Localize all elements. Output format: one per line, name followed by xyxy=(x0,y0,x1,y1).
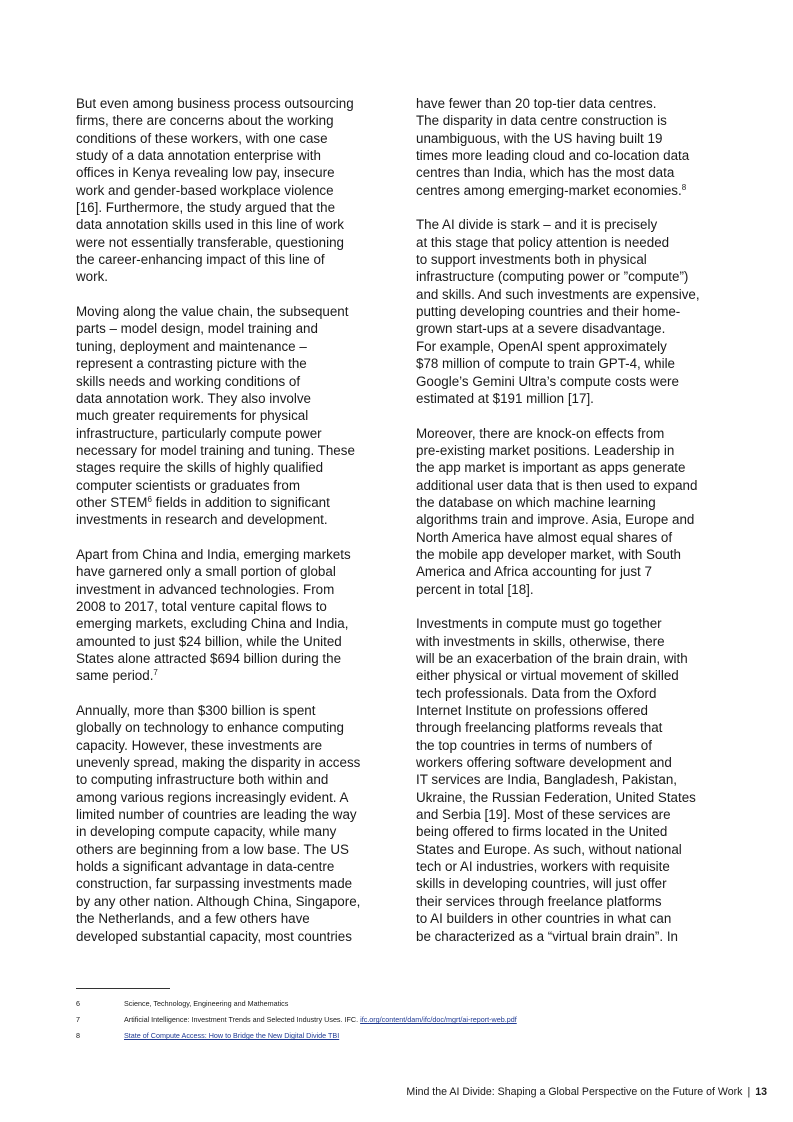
paragraph-brain-drain: Investments in compute must go together with investments in skills, otherwise, there will be an exacerbation of the brain drain, with either physical or virtual movement of skilled tech professionals. Data from the Oxford Internet Institute on professions offered through freelancing platforms reveals that the top countries in terms of numbers of workers offering software development and IT services are India, Bangladesh, Pakistan, Ukraine, the Russian Federation, United States and Serbia [19]. Most of these services are being offered to firms located in the United States and Europe. As such, without national tech or AI industries, workers with requisite skills in developing countries, will just offer their services through freelance platforms to AI builders in other countries in what can be characterized as a “virtual brain drain”. In xyxy=(416,616,696,944)
footnote-text: Science, Technology, Engineering and Mathematics xyxy=(124,999,289,1008)
paragraph-text: Apart from China and India, emerging markets have garnered only a small portion of global investment in advanced technologies. From 2008 to 2017, total venture capital flows to emerging markets, excluding China and India, amounted to just $24 billion, while the United States alone attracted $694 billion during the same period. xyxy=(76,546,351,684)
footnote-text: Artificial Intelligence: Investment Trends and Selected Industry Uses. IFC. xyxy=(124,1015,361,1024)
paragraph-text: Moving along the value chain, the subsequent parts – model design, model training and tuning, deployment and maintenance – represent a contrasting picture with the skills needs and working conditions of data annotation work. They also involve much greater requirements for physical infrastructure, particularly compute power necessary for model training and tuning. These stages require the skills of highly qualified computer scientists or graduates from other STEM xyxy=(76,304,355,510)
right-column xyxy=(416,95,722,962)
paragraph-value-chain xyxy=(76,303,382,528)
footnote-number: 6 xyxy=(76,999,80,1008)
footer-document-title: Mind the AI Divide: Shaping a Global Perspective on the Future of Work xyxy=(406,1086,743,1098)
footnote-number: 8 xyxy=(76,1031,80,1040)
left-column xyxy=(76,95,382,962)
paragraph-knock-on-effects: Moreover, there are knock-on effects from pre-existing market positions. Leadership in the app market is important as apps generate additional user data that is then used to expand the database on which machine learning algorithms train and improve. Asia, Europe and North America have almost equal shares of the mobile app developer market, with South America and Africa accounting for just 7 percent in total [18]. xyxy=(416,425,698,597)
paragraph-computing-capacity: Annually, more than $300 billion is spent globally on technology to enhance computing capacity. However, these investments are unevenly spread, making the disparity in access to computing infrastructure both within and among various regions increasingly evident. A limited number of countries are leading the way in developing compute capacity, while many others are beginning from a low base. The US holds a significant advantage in data-centre construction, far surpassing investments made by any other nation. Although China, Singapore, the Netherlands, and a few others have developed substantial capacity, most countries xyxy=(76,703,361,944)
footnote-ref-8: 8 xyxy=(681,182,687,192)
paragraph-bpo-working-conditions: But even among business process outsourcing firms, there are concerns about the working conditions of these workers, with one case study of a data annotation enterprise with offices in Kenya revealing low pay, insecure work and gender-based workplace violence [16]. Furthermore, the study argued that the data annotation skills used in this line of work were not essentially transferable, questioning the career-enhancing impact of this line of work. xyxy=(76,96,354,285)
paragraph-data-centres xyxy=(416,95,722,199)
footnote-ref-7: 7 xyxy=(153,668,158,678)
footnote-link-ifc-report[interactable]: ifc.org/content/dam/ifc/doc/mgrt/ai-report-web.pdf xyxy=(360,1015,517,1024)
paragraph-emerging-markets xyxy=(76,546,382,685)
footnote-link-tbi-report[interactable]: State of Compute Access: How to Bridge the New Digital Divide TBI xyxy=(124,1031,340,1040)
footer-separator: | xyxy=(747,1086,751,1098)
page-number: 13 xyxy=(755,1086,767,1098)
page-footer xyxy=(406,1086,767,1098)
paragraph-ai-divide: The AI divide is stark – and it is precisely at this stage that policy attention is needed to support investments both in physical infrastructure (computing power or ”compute”) and skills. And such investments are expensive, putting developing countries and their home- grown start-ups at a severe disadvantage. For example, OpenAI spent approximately $78 million of compute to train GPT-4, while Google’s Gemini Ultra’s compute costs were estimated at $191 million [17]. xyxy=(416,217,700,406)
footnote-divider xyxy=(76,988,170,989)
footnote-ref-6: 6 xyxy=(147,494,152,504)
paragraph-text: fields in addition to significant investments in research and development. xyxy=(76,494,330,528)
paragraph-text: have fewer than 20 top-tier data centres. The disparity in data centre construction is unambiguous, with the US having built 19 times more leading cloud and co-location data centres than India, which has the most data centres among emerging-market economies. xyxy=(416,96,690,198)
footnote-number: 7 xyxy=(76,1015,80,1024)
